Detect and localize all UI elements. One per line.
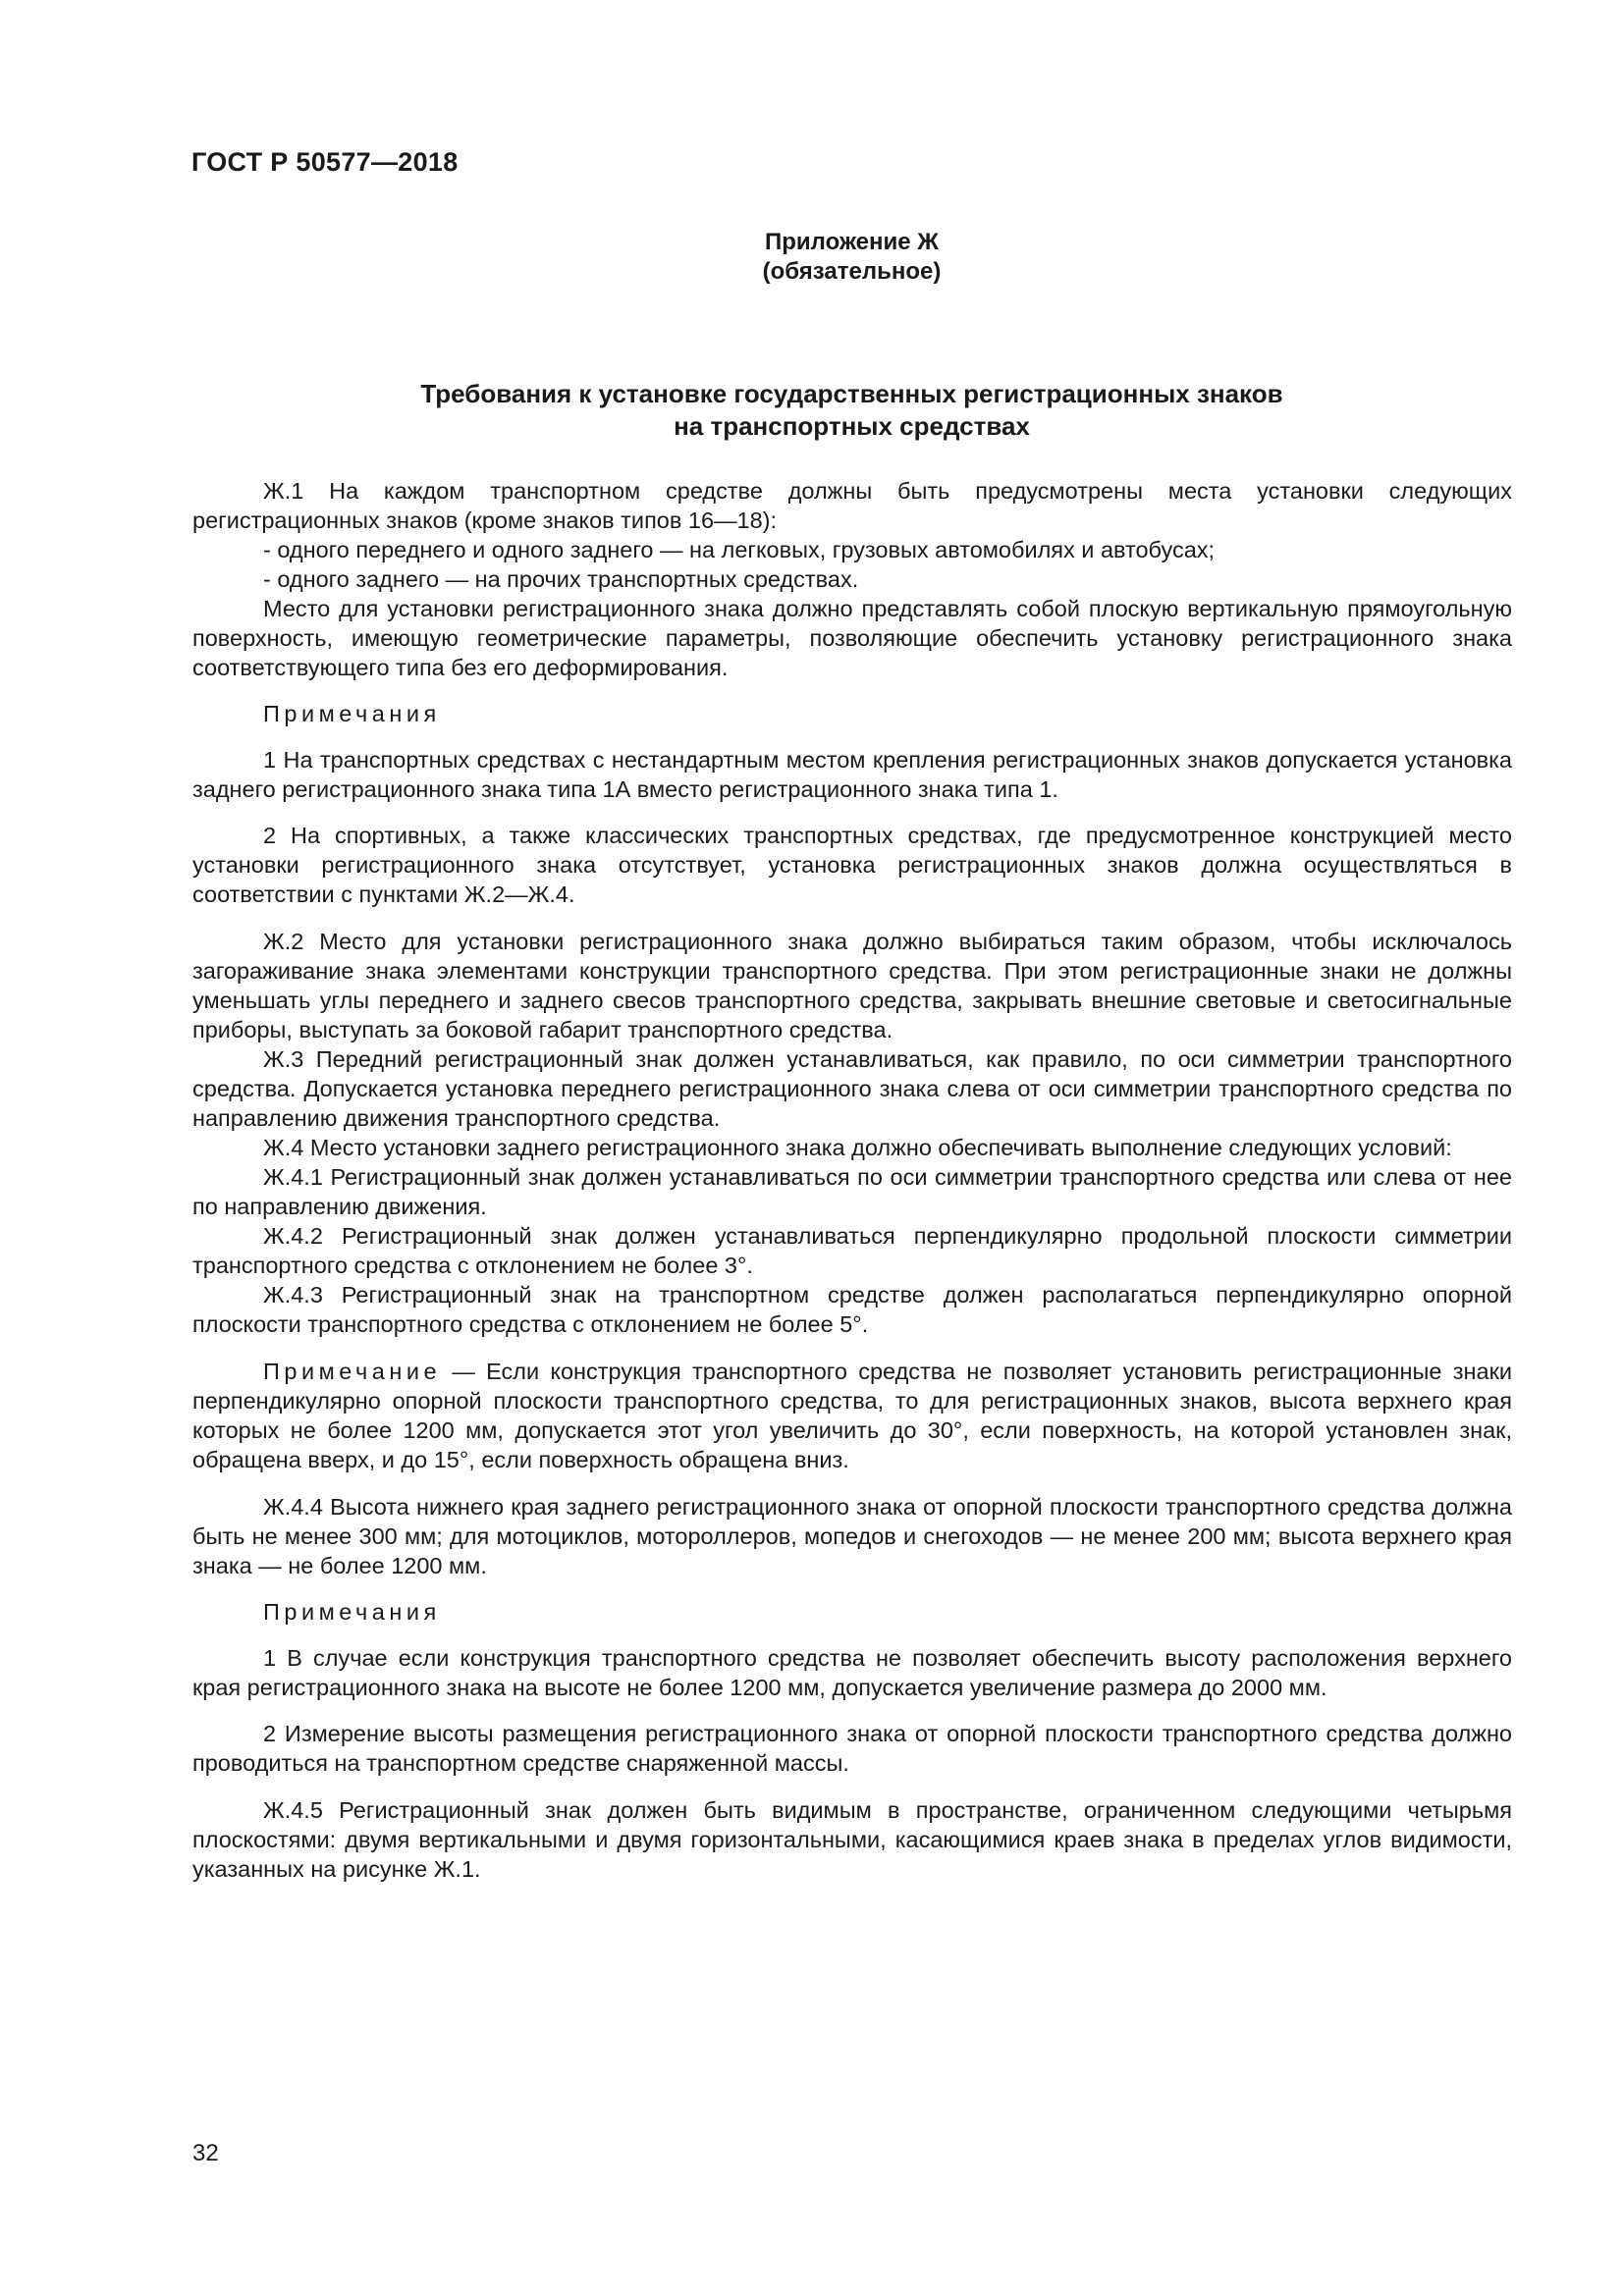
section-title-line2: на транспортных средствах — [674, 411, 1030, 441]
list-item: - одного переднего и одного заднего — на легковых, грузовых автомобилях и автобусах; — [263, 537, 1216, 562]
paragraph-place: Место для установки регистрационного знака должно представлять собой плоскую вертикальную прямоугольную поверхность, имеющую геометрические параметры, позволяющие обеспечить установку регистрационного знака соответствующего типа без его деформирования. — [192, 596, 1512, 680]
paragraph-zh4-3: Ж.4.3 Регистрационный знак на транспортном средстве должен располагаться перпендикулярно опорной плоскости транспортного средства с отклонением не более 5°. — [192, 1282, 1512, 1337]
paragraph-zh4: Ж.4 Место установки заднего регистрационного знака должно обеспечивать выполнение следующих условий: — [263, 1135, 1452, 1160]
note-item: 2 На спортивных, а также классических транспортных средствах, где предусмотренное конструкцией место установки регистрационного знака отсутствует, установка регистрационных знаков должна осуществляться в соответствии с пунктами Ж.2—Ж.4. — [192, 823, 1512, 907]
section-title-line1: Требования к установке государственных регистрационных знаков — [420, 379, 1283, 408]
annex-title: Приложение Ж — [765, 229, 939, 255]
note-text: — Если конструкция транспортного средства не позволяет установить регистрационные знаки перпендикулярно опорной плоскости транспортного средства, то для регистрационных знаков, высота верхнего края которых не более 1200 мм, допускается этот угол увеличить до 30°, если поверхность, на которой установлен знак, обращена вверх, и до 15°, если поверхность обращена вниз. — [192, 1359, 1512, 1472]
document-body — [192, 476, 1512, 1884]
notes-label: Примечания — [263, 1599, 441, 1625]
paragraph-zh1: Ж.1 На каждом транспортном средстве должны быть предусмотрены места установки следующих регистрационных знаков (кроме знаков типов 16—18): — [192, 478, 1512, 533]
page-number: 32 — [192, 2140, 219, 2166]
note-item: 1 В случае если конструкция транспортного средства не позволяет обеспечить высоту расположения верхнего края регистрационного знака на высоте не более 1200 мм, допускается увеличение размера до 2000 мм. — [192, 1645, 1512, 1700]
document-id: ГОСТ Р 50577—2018 — [191, 147, 459, 177]
paragraph-zh2: Ж.2 Место для установки регистрационного знака должно выбираться таким образом, чтобы исключалось загораживание знака элементами конструкции транспортного средства. При этом регистрационные знаки не должны уменьшать углы переднего и заднего свесов транспортного средства, закрывать внешние световые и светосигнальные приборы, выступать за боковой габарит транспортного средства. — [192, 929, 1512, 1042]
annex-kind: (обязательное) — [762, 258, 942, 285]
note-item: 2 Измерение высоты размещения регистрационного знака от опорной плоскости транспортного средства должно проводиться на транспортном средстве снаряженной массы. — [192, 1721, 1512, 1776]
paragraph-zh4-2: Ж.4.2 Регистрационный знак должен устанавливаться перпендикулярно продольной плоскости симметрии транспортного средства с отклонением не более 3°. — [192, 1223, 1512, 1278]
notes-label: Примечания — [263, 701, 441, 726]
note-label: Примечание — [263, 1359, 442, 1384]
paragraph-zh4-1: Ж.4.1 Регистрационный знак должен устанавливаться по оси симметрии транспортного средства или слева от нее по направлению движения. — [192, 1164, 1512, 1219]
list-item: - одного заднего — на прочих транспортных средствах. — [263, 566, 859, 592]
paragraph-zh4-4: Ж.4.4 Высота нижнего края заднего регистрационного знака от опорной плоскости транспортного средства должна быть не менее 300 мм; для мотоциклов, мотороллеров, мопедов и снегоходов — не менее 200 мм; высота верхнего края знака — не более 1200 мм. — [192, 1494, 1512, 1578]
note-item: 1 На транспортных средствах с нестандартным местом крепления регистрационных знаков допускается установка заднего регистрационного знака типа 1А вместо регистрационного знака типа 1. — [192, 747, 1512, 802]
note-paragraph — [192, 1357, 1512, 1474]
paragraph-zh3: Ж.3 Передний регистрационный знак должен устанавливаться, как правило, по оси симметрии транспортного средства. Допускается установка переднего регистрационного знака слева от оси симметрии транспортного средства по направлению движения транспортного средства. — [192, 1046, 1512, 1131]
paragraph-zh4-5: Ж.4.5 Регистрационный знак должен быть видимым в пространстве, ограниченном следующими четырьмя плоскостями: двумя вертикальными и двумя горизонтальными, касающимися краев знака в пределах углов видимости, указанных на рисунке Ж.1. — [192, 1797, 1512, 1882]
section-title — [0, 378, 1624, 443]
